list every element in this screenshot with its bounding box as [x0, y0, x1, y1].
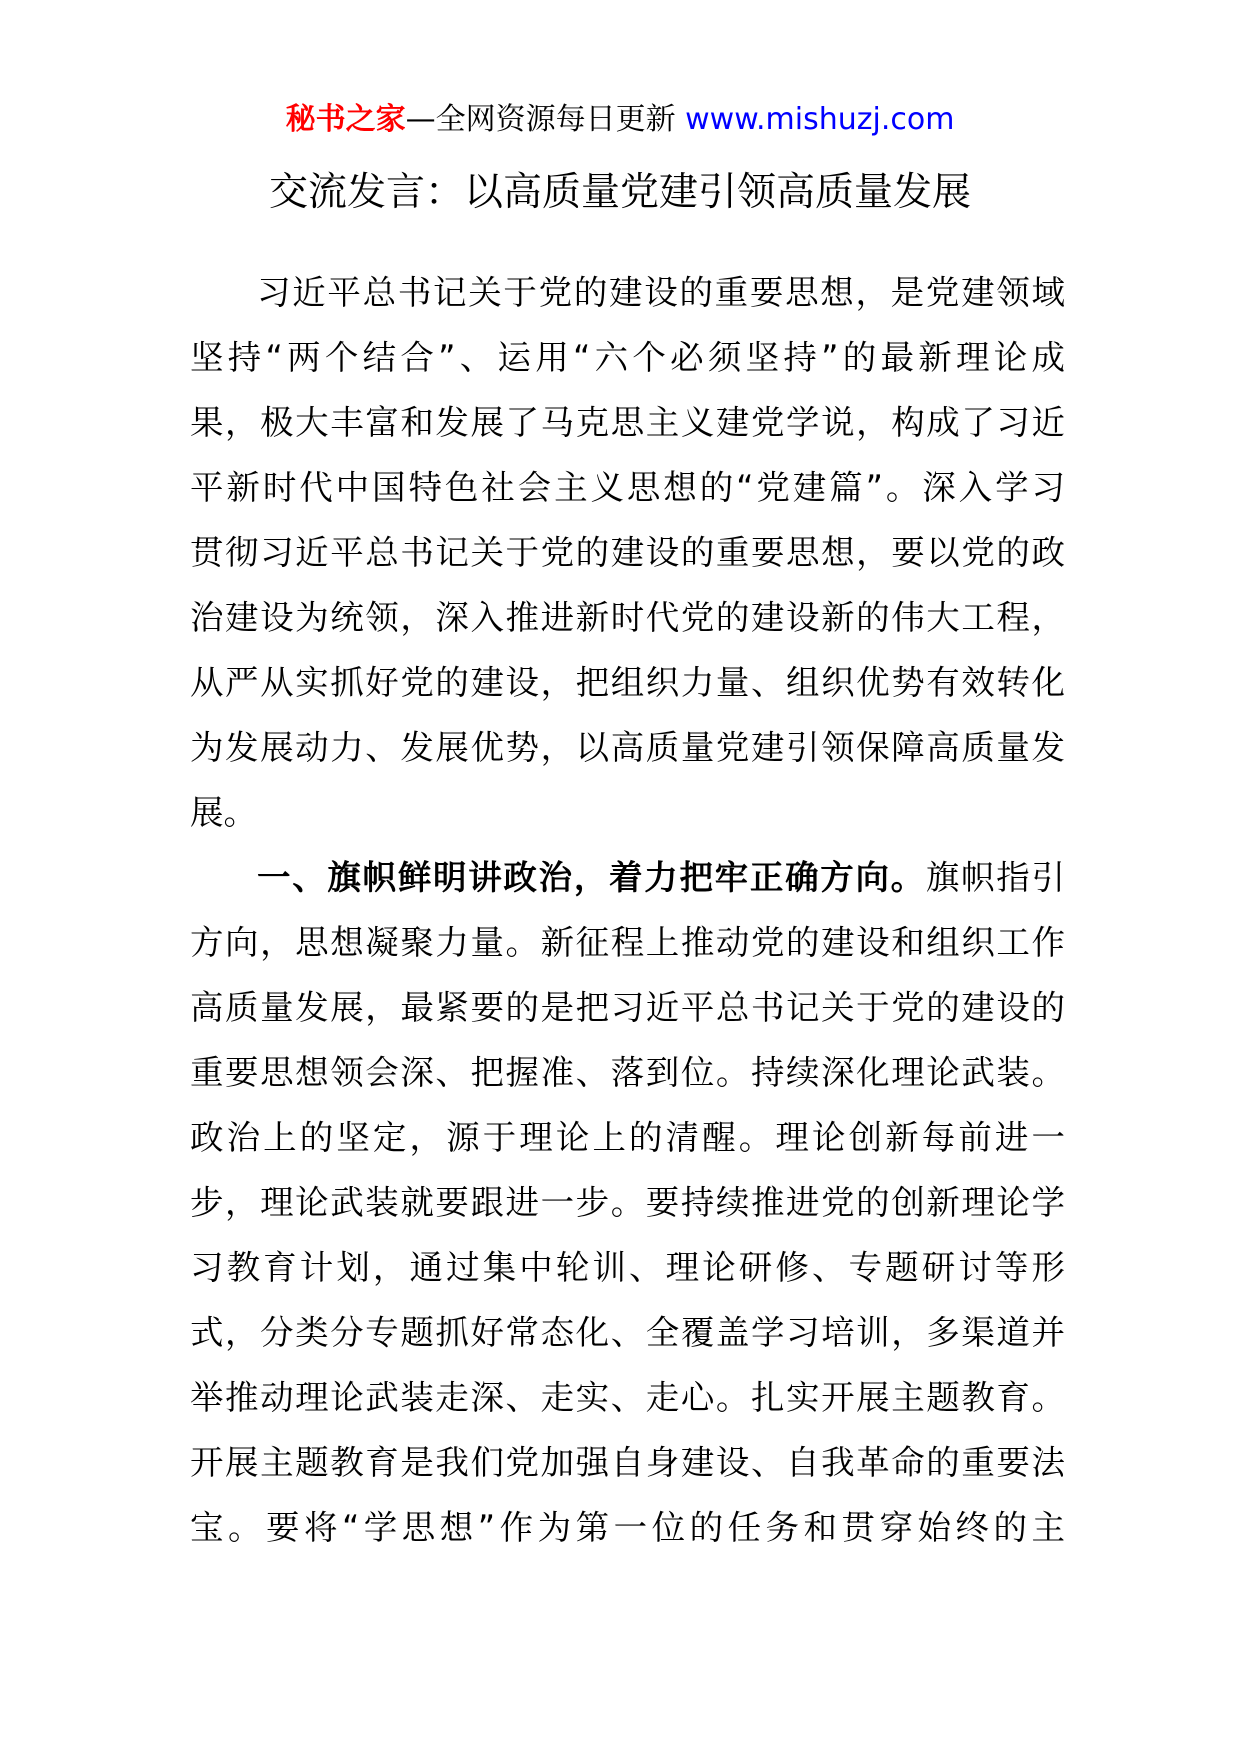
body-line: 展。 [190, 793, 257, 832]
body-line: 平新时代中国特色社会主义思想的“党建篇”。深入学习 [190, 468, 1065, 507]
body-line: 治建设为统领，深入推进新时代党的建设新的伟大工程， [190, 598, 1065, 637]
document-body [190, 260, 1065, 1560]
body-line: 习教育计划，通过集中轮训、理论研修、专题研讨等形 [190, 1248, 1065, 1287]
body-line: 重要思想领会深、把握准、落到位。持续深化理论武装。 [190, 1053, 1065, 1092]
body-line: 坚持“两个结合”、运用“六个必须坚持”的最新理论成 [190, 338, 1065, 377]
body-line-rest: 旗帜指引 [925, 858, 1066, 897]
body-line: 习近平总书记关于党的建设的重要思想，是党建领域 [257, 273, 1065, 312]
body-line: 为发展动力、发展优势，以高质量党建引领保障高质量发 [190, 728, 1065, 767]
body-line: 举推动理论武装走深、走实、走心。扎实开展主题教育。 [190, 1378, 1065, 1417]
document-title: 交流发言：以高质量党建引领高质量发展 [268, 170, 971, 215]
body-line: 果，极大丰富和发展了马克思主义建党学说，构成了习近 [190, 403, 1065, 442]
site-url-link[interactable]: www.mishuzj.com [685, 102, 955, 137]
body-line: 政治上的坚定，源于理论上的清醒。理论创新每前进一 [190, 1118, 1065, 1157]
body-line: 高质量发展，最紧要的是把习近平总书记关于党的建设的 [190, 988, 1065, 1027]
section-heading: 一、旗帜鲜明讲政治，着力把牢正确方向。 [257, 858, 926, 897]
header-banner [0, 100, 1240, 140]
body-line: 从严从实抓好党的建设，把组织力量、组织优势有效转化 [190, 663, 1065, 702]
body-line: 贯彻习近平总书记关于党的建设的重要思想，要以党的政 [190, 533, 1065, 572]
body-line: 开展主题教育是我们党加强自身建设、自我革命的重要法 [190, 1443, 1065, 1482]
section-heading-line [190, 845, 1065, 910]
body-line: 式，分类分专题抓好常态化、全覆盖学习培训，多渠道并 [190, 1313, 1065, 1352]
brand-name: 秘书之家 [285, 102, 406, 137]
header-slogan: —全网资源每日更新 [405, 102, 686, 137]
body-line: 方向，思想凝聚力量。新征程上推动党的建设和组织工作 [190, 923, 1065, 962]
body-line: 宝。要将“学思想”作为第一位的任务和贯穿始终的主 [190, 1508, 1065, 1547]
body-line: 步，理论武装就要跟进一步。要持续推进党的创新理论学 [190, 1183, 1065, 1222]
